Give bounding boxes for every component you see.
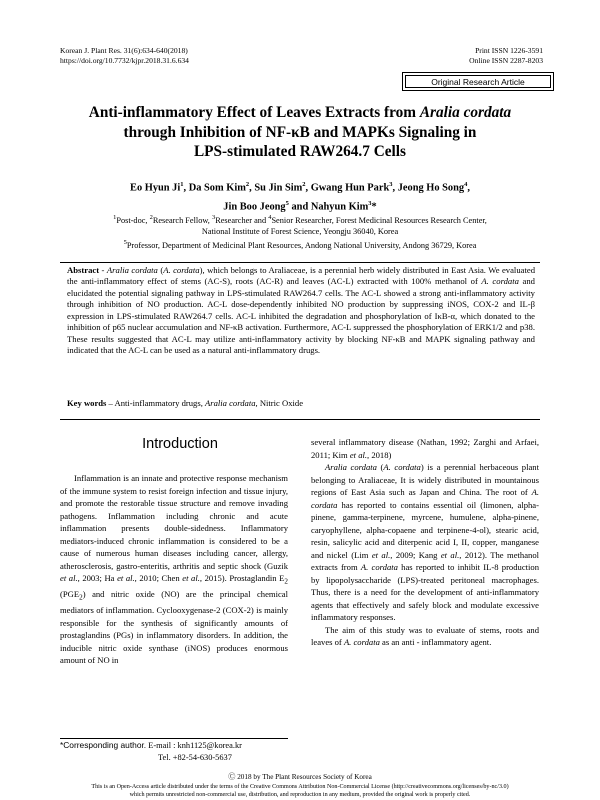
keyword-item: Nitric Oxide <box>259 398 304 408</box>
journal-header <box>60 46 189 66</box>
author-affil-sup: 5 <box>285 200 289 208</box>
keyword-item: Anti-inflammatory drugs <box>114 398 201 408</box>
title-line-2: through Inhibition of NF-κB and MAPKs Signaling in <box>123 123 477 141</box>
affil-sup: 1 <box>113 214 117 221</box>
keywords: Key words – Anti-inflammatory drugs, Aralia cordata, Nitric Oxide <box>67 398 304 408</box>
author-sep: , <box>467 182 470 194</box>
affiliations <box>60 212 540 251</box>
paragraph: several inflammatory disease (Nathan, 1992; Zarghi and Arfaei, 2011; Kim et al., 2018) <box>311 437 539 460</box>
license-notice <box>50 784 550 799</box>
author-affil-sup: 4 <box>464 181 468 188</box>
article-type-badge <box>402 72 554 91</box>
author-affil-sup: 2 <box>302 181 306 188</box>
footnote-line-1 <box>60 740 288 752</box>
affil-sup: 2 <box>149 214 153 221</box>
article-type-label: Original Research Article <box>431 76 525 87</box>
print-issn: Print ISSN 1226-3591 <box>475 46 543 55</box>
author-name: Nahyun Kim <box>310 201 369 213</box>
author-name: Jeong Ho Song <box>397 182 465 194</box>
author-sep: , <box>392 182 398 194</box>
corresponding-author-note <box>60 740 288 763</box>
abstract-bottom-rule <box>60 419 540 420</box>
author-affil-sup: 1 <box>180 181 184 188</box>
affil-sup: 3 <box>211 214 216 221</box>
abstract-text: - Aralia cordata (A. cordata), which belongs to Araliaceae, is a perennial herb widely distributed in East Asia. We evaluated the anti-inflammatory effect of stems (AC-S), roots (AC-R) and leaves (AC-L) extracted with 100% methanol of A. cordata and elucidated the potential signaling pathway in LPS-stimulated RAW264.7 cells. The AC-L showed a strong anti-inflammatory activity through inhibition of NO production. AC-L dose-dependently inhibited NO production by suppressing iNOS, COX-2 and IL-β expression in LPS-stimulated RAW264.7 cells. AC-L inhibited the degradation and phosphorylation of IκB-α, which donated to the inhibition of p65 nuclear accumulation and NF-κB activation. Furthermore, AC-L suppressed the phosphorylation of ERK1/2 and p38. These results suggested that AC-L may utilize anti-inflammatory activity by blocking NF-κB and MAPK signaling pathway and indicated that the AC-L can be used as a natural anti-inflammatory drugs. <box>67 265 536 356</box>
title-line-3: LPS-stimulated RAW264.7 Cells <box>193 143 407 160</box>
author-affil-sup: 3 <box>368 200 372 208</box>
journal-citation: Korean J. Plant Res. 31(6):634-640(2018) <box>60 46 188 55</box>
author-sep: , <box>249 182 255 194</box>
affil-text: Research Fellow, <box>152 215 212 225</box>
section-heading-introduction: Introduction <box>142 436 218 452</box>
keywords-label: Key words <box>67 398 107 408</box>
paragraph: Aralia cordata (A. cordata) is a perennial herbaceous plant belonging to Araliaceae, It is widely distributed in mountainous regions of East Asia such as Japan and China. The root of A. cordata has reported to contains essential oil (limonen, alpha-pinene, gamma-terpinene, myrcene, humulene, alpha-pinene, caryophyllene, alpha-copaene and terpinene-4-ol), stearic acid, resin, salicylic acid and diterpenic acid I, II, copper, manganese and nickel (Lim et al., 2009; Kang et al., 2012). The methanol extracts from A. cordata has reported to inhibit IL-8 production by lipopolysaccharide (LPS)-treated peritoneal macrophages. Thus, there is a need for the development of anti-inflammatory agents that effectively and safely block and modulate excessive inflammatory responses. <box>311 462 540 622</box>
author-name: Da Som Kim <box>188 182 246 194</box>
author-affil-sup: 3 <box>389 181 393 188</box>
affil-text: Senior Researcher, Forest Medicinal Resources Research Center, <box>271 215 487 225</box>
author-name: Jin Boo Jeong <box>223 201 286 213</box>
paragraph: Inflammation is an innate and protective response mechanism of the immune system to resist foreign infection and tissue injury, and promote the restorable tissue structure and remove invading pathogens. Inflammation including chronic and acute inflammation presents double-sidedness. Inflammatory mediators-induced chronic inflammation is considered to be a cause of numerous human diseases including cancer, allergy, atherosclerosis, gastro-enteritis, arthritis and septic shock (Guzik et al., 2003; Ha et al., 2010; Chen et al., 2015). Prostaglandin $E_2$ $(PGE_2)$ and nitric oxide (NO) are the principal chemical mediators of inflammation. Cyclooxygenase-2 (COX-2) is mainly responsible for the synthesis of significantly amounts of prostaglandins (PGs) in inflammatory disorders. In addition, the inducible nitric oxide synthase (iNOS) produces enormous amount of NO in <box>60 473 288 666</box>
affiliation-line-1 <box>60 212 540 226</box>
corresponding-author-label: *Corresponding author. <box>60 740 147 750</box>
affil-text: Professor, Department of Medicinal Plant Resources, Andong National University, Andong 36729, Korea <box>126 240 477 250</box>
footnote-rule <box>60 738 288 739</box>
author-line-1 <box>70 177 530 196</box>
author-name: Eo Hyun Ji <box>130 182 181 194</box>
license-line-1: This is an Open-Access article distributed under the terms of the Creative Commons Attribution Non-Commercial License (http://creativecommons.org/licenses/by-nc/3.0) <box>91 784 509 790</box>
corresponding-email[interactable]: E-mail : knh1125@korea.kr <box>146 741 242 750</box>
abstract-top-rule <box>60 262 540 263</box>
affil-text: Post-doc, <box>116 215 150 225</box>
paragraph: The aim of this study was to evaluate of stems, roots and leaves of A. cordata as an anti - inflammatory agent. <box>311 624 539 647</box>
keyword-item: Aralia cordata <box>204 398 256 408</box>
affil-sup: 5 <box>123 238 127 246</box>
affil-sup: 4 <box>268 214 272 221</box>
title-line-1 <box>40 103 560 123</box>
doi-link[interactable]: https://doi.org/10.7732/kjpr.2018.31.6.634 <box>60 56 189 65</box>
issn-block <box>469 46 543 66</box>
author-list <box>70 177 530 216</box>
title-line-1-text: Anti-inflammatory Effect of Leaves Extracts from <box>88 104 420 121</box>
corresponding-mark: * <box>371 201 377 213</box>
author-sep: , <box>183 182 189 194</box>
copyright-notice: Ⓒ 2018 by The Plant Resources Society of Korea <box>228 773 372 781</box>
abstract-label: Abstract <box>67 265 100 275</box>
affil-text: Researcher and <box>215 215 269 225</box>
author-sep: , <box>305 182 311 194</box>
author-sep: and <box>288 201 311 213</box>
paper-title <box>40 103 560 162</box>
affiliation-line-3 <box>60 237 540 251</box>
title-species: Aralia cordata <box>419 104 512 121</box>
author-name: Su Jin Sim <box>254 182 303 194</box>
abstract <box>67 265 535 357</box>
author-name: Gwang Hun Park <box>310 182 390 194</box>
affiliation-line-2: National Institute of Forest Science, Yeongju 36040, Korea <box>201 226 399 236</box>
body-column-right <box>311 436 539 649</box>
body-column-left <box>60 472 288 667</box>
online-issn: Online ISSN 2287-8203 <box>469 56 543 65</box>
corresponding-tel: Tel. +82-54-630-5637 <box>158 752 232 762</box>
author-affil-sup: 2 <box>245 181 250 188</box>
license-line-2: which permits unrestricted non-commercial use, distribution, and reproduction in any medium, provided the original work is properly cited. <box>129 791 471 798</box>
